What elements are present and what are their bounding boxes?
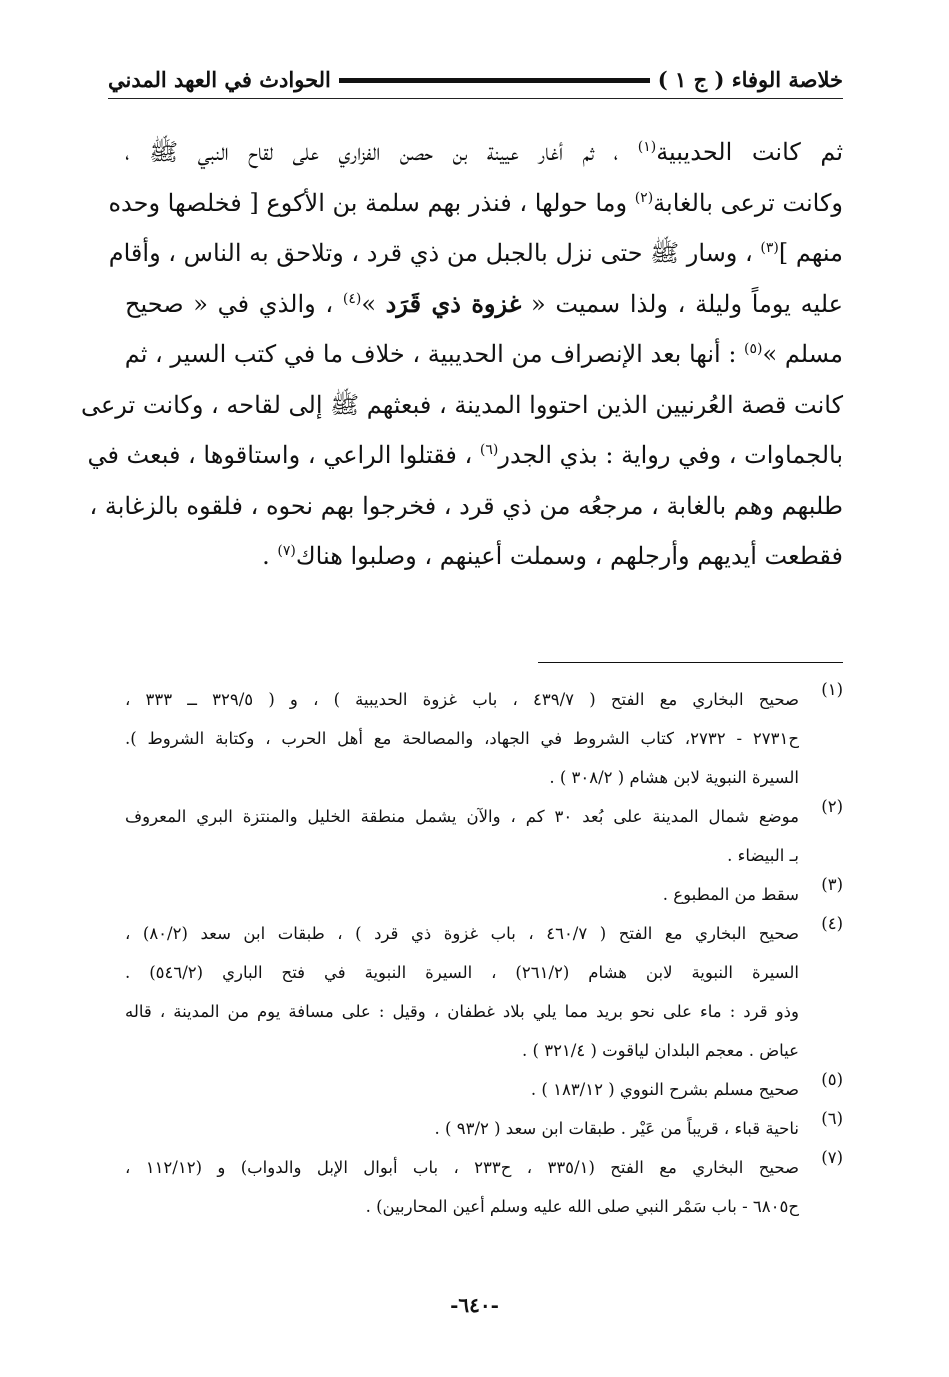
footnote-marker: (١)	[637, 139, 657, 155]
text-segment: فقطعت أيديهم وأرجلهم ، وسملت أعينهم ، وصلبوا هناك	[295, 542, 843, 570]
footnote-number: (٤)	[821, 914, 843, 933]
footnote	[125, 797, 843, 875]
footnote-line: صحيح البخاري مع الفتح (٣٣٥/١ ، ح٢٣٣ ، باب أبوال الإبل والدواب) و (١١٢/١٢ ،	[125, 1158, 800, 1177]
footnote-line: ح٢٧٣١ - ٢٧٣٢، كتاب الشروط في الجهاد، والمصالحة مع أهل الحرب ، وكتابة الشروط ).	[125, 729, 799, 748]
text-line	[89, 481, 843, 532]
page-header	[108, 62, 843, 96]
footnotes-section	[125, 680, 843, 1226]
footnote-line: صحيح مسلم بشرح النووي ( ١٨٣/١٢ ) .	[530, 1080, 799, 1099]
footnote-marker: (٦)	[479, 442, 499, 458]
text-segment: بالجماوات ، وفي رواية : بذي الجدر	[498, 441, 843, 469]
text-line	[108, 178, 843, 229]
footnote-line: بـ البيضاء .	[727, 846, 799, 865]
footnote-number: (٥)	[821, 1070, 843, 1089]
footnote-line: صحيح البخاري مع الفتح ( ٤٣٩/٧ ، باب غزوة الحديبية ) ، و ( ٣٢٩/٥ ــ ٣٣٣ ،	[125, 690, 800, 709]
text-line	[125, 279, 843, 330]
footnote-line: السيرة النبوية لابن هشام (٢٦١/٢) ، السيرة النبوية في فتح الباري (٥٤٦/٢) .	[125, 963, 799, 982]
text-segment: ، فقتلوا الراعي ، واستاقوها ، فبعث في	[87, 441, 480, 469]
header-divider-bar	[339, 78, 650, 83]
emphasized-term: غزوة ذي قَرَد	[385, 288, 522, 318]
footnote-line: ح٦٨٠٥ - باب سَمْر النبي صلى الله عليه وسلم أعين المحاربين) .	[365, 1197, 799, 1216]
book-title: خلاصة الوفاء ( ج ١ )	[657, 66, 843, 92]
footnote	[125, 914, 843, 1070]
text-segment: طلبهم وهم بالغابة ، مرجعُه من ذي قرد ، فخرجوا بهم نحوه ، فلقوه بالزغابة ،	[89, 491, 843, 520]
footnote	[125, 680, 843, 797]
section-title: الحوادث في العهد المدني	[108, 66, 331, 92]
text-segment: »	[361, 289, 386, 318]
footnote-line: موضع شمال المدينة على بُعد ٣٠ كم ، والآن يشمل منطقة الخليل والمنتزة البري المعروف	[125, 807, 800, 826]
text-line	[80, 380, 843, 431]
text-segment: : أنها بعد الإنصراف من الحديبية ، خلاف ما في كتب السير ، ثم	[124, 340, 745, 368]
footnote-marker: (٣)	[760, 240, 779, 256]
footnote-number: (٦)	[821, 1109, 843, 1128]
footnote	[125, 1109, 843, 1148]
footnote-line: صحيح البخاري مع الفتح ( ٤٦٠/٧ ، باب غزوة ذي قرد ) ، طبقات ابن سعد (٨٠/٢) ،	[125, 924, 800, 943]
footnote-marker: (٥)	[744, 341, 763, 357]
text-line	[87, 430, 843, 481]
footnote-marker: (٢)	[634, 189, 654, 206]
footnote-marker: (٤)	[342, 290, 362, 307]
text-line	[125, 329, 843, 380]
text-segment: ثم كانت الحديبية	[656, 138, 843, 166]
footnote	[125, 875, 843, 914]
footnote	[125, 1148, 843, 1226]
footnote-number: (٢)	[821, 797, 843, 816]
footnote	[125, 1070, 843, 1109]
footnote-separator	[538, 662, 843, 663]
text-segment: ، والذي في « صحيح	[125, 289, 343, 318]
text-segment: كانت قصة العُرنيين الذين احتووا المدينة ، فبعثهم ﷺ إلى لقاحه ، وكانت ترعى	[80, 390, 843, 419]
footnote-line: وذو قرد : ماء على نحو بريد مما يلي بلاد غطفان ، وقيل : على مسافة يوم من المدينة ، قاله	[125, 1002, 799, 1021]
text-line	[125, 531, 843, 582]
footnote-line: سقط من المطبوع .	[662, 885, 799, 904]
header-rule	[108, 98, 843, 99]
text-segment: وما حولها ، فنذر بهم سلمة بن الأكوع [ فخلصها وحده	[108, 188, 635, 217]
text-segment: وكانت ترعى بالغابة	[653, 188, 843, 217]
text-line	[108, 228, 843, 279]
text-segment: ، وسار ﷺ حتى نزل بالجبل من ذي قرد ، وتلاحق به الناس ، وأقام	[108, 239, 761, 267]
text-segment: ، ثم أغار عيينة بن حصن الفزاري على لقاح النبي ﷺ ،	[125, 138, 638, 166]
text-segment: .	[262, 542, 278, 570]
page-number: -٦٤٠-	[450, 1293, 499, 1317]
footnote-number: (٣)	[821, 875, 843, 894]
text-segment: منهم ]	[778, 239, 843, 267]
footnote-number: (٧)	[821, 1148, 843, 1167]
footnote-marker: (٧)	[277, 543, 296, 559]
footnote-number: (١)	[821, 680, 843, 699]
text-line	[125, 127, 843, 178]
footnote-line: السيرة النبوية لابن هشام ( ٣٠٨/٢ ) .	[549, 768, 799, 787]
main-paragraph	[80, 127, 844, 582]
footnote-line: ناحية قباء ، قريباً من عَيْر . طبقات ابن سعد ( ٩٣/٢ ) .	[434, 1119, 799, 1138]
text-segment: عليه يوماً وليلة ، ولذا سميت «	[521, 289, 844, 318]
text-segment: مسلم »	[762, 340, 843, 368]
footnote-line: عياض . معجم البلدان لياقوت ( ٣٢١/٤ ) .	[522, 1041, 799, 1060]
